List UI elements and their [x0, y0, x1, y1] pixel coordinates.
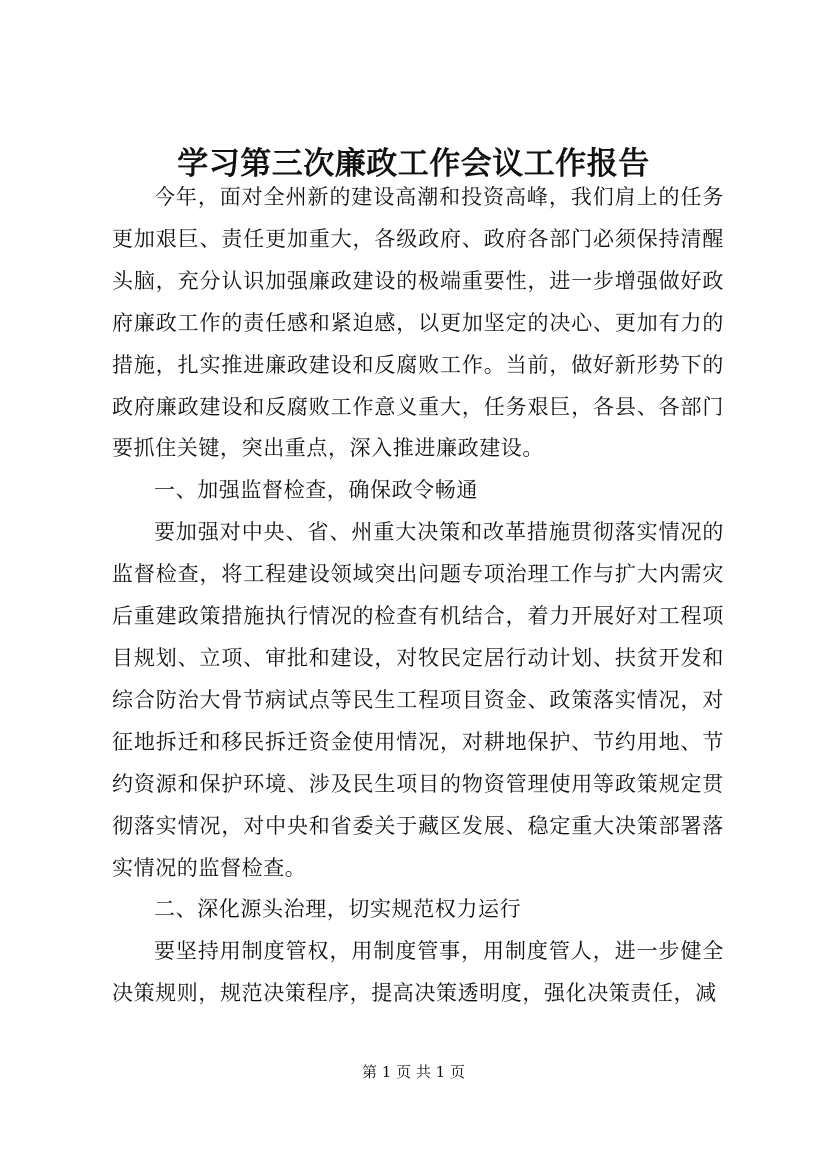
paragraph-section-2: 要坚持用制度管权，用制度管事，用制度管人，进一步健全决策规则，规范决策程序，提高决策透明度，强化决策责任，减	[112, 939, 724, 1006]
document-body	[112, 177, 724, 1015]
page-footer: 第 1 页 共 1 页	[362, 1063, 465, 1081]
paragraph-section-1: 要加强对中央、省、州重大决策和改革措施贯彻落实情况的监督检查，将工程建设领域突出问题专项治理工作与扩大内需灾后重建政策措施执行情况的检查有机结合，着力开展好对工程项目规划、立项、审批和建设，对牧民定居行动计划、扶贫开发和综合防治大骨节病试点等民生工程项目资金、政策落实情况，对征地拆迁和移民拆迁资金使用情况，对耕地保护、节约用地、节约资源和保护环境、涉及民生项目的物资管理使用等政策规定贯彻落实情况，对中央和省委关于藏区发展、稳定重大决策部署落实情况的监督检查。	[112, 520, 724, 880]
paragraph-intro: 今年，面对全州新的建设高潮和投资高峰，我们肩上的任务更加艰巨、责任更加重大，各级政府、政府各部门必须保持清醒头脑，充分认识加强廉政建设的极端重要性，进一步增强做好政府廉政工作的责任感和紧迫感，以更加坚定的决心、更加有力的措施，扎实推进廉政建设和反腐败工作。当前，做好新形势下的政府廉政建设和反腐败工作意义重大，任务艰巨，各县、各部门要抓住关键，突出重点，深入推进廉政建设。	[112, 185, 724, 461]
document-title: 学习第三次廉政工作会议工作报告	[177, 146, 650, 182]
section-heading-2: 二、深化源头治理，切实规范权力运行	[154, 897, 522, 922]
section-heading-1: 一、加强监督检查，确保政令畅通	[154, 478, 478, 503]
